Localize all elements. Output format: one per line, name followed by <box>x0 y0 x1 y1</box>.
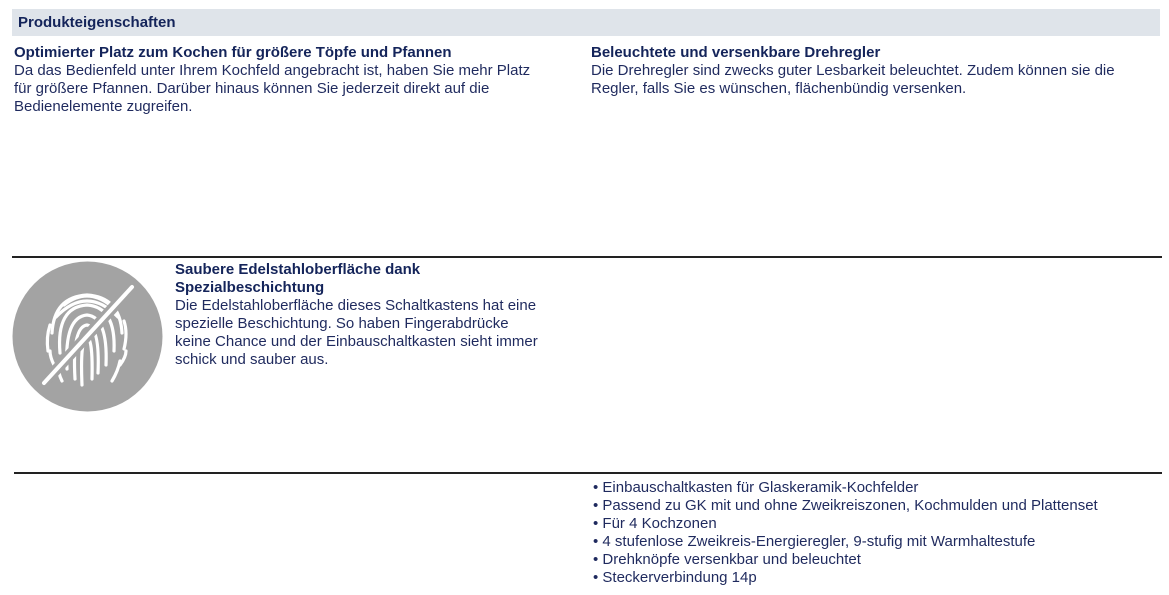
feature-text-line: schick und sauber aus. <box>175 351 329 368</box>
spec-item: • Für 4 Kochzonen <box>593 515 1098 533</box>
feature-title: Optimierter Platz zum Kochen für größere Töpfe und Pfannen <box>14 44 452 61</box>
feature-title: Spezialbeschichtung <box>175 279 325 296</box>
spec-list <box>593 479 1098 587</box>
fingerprint-crossed-icon <box>12 261 163 412</box>
spec-item: • Steckerverbindung 14p <box>593 569 1098 587</box>
feature-text-line: Die Drehregler sind zwecks guter Lesbarkeit beleuchtet. Zudem können sie die <box>591 62 1115 79</box>
section-header <box>12 9 1160 36</box>
feature-cooking-space <box>14 44 574 116</box>
feature-text-line: Bedienelemente zugreifen. <box>14 98 193 115</box>
section-title: Produkteigenschaften <box>18 14 176 31</box>
feature-title: Saubere Edelstahloberfläche dank <box>175 261 421 278</box>
section-divider <box>14 472 1162 474</box>
spec-item: • Einbauschaltkasten für Glaskeramik-Kochfelder <box>593 479 1098 497</box>
feature-text-line: Da das Bedienfeld unter Ihrem Kochfeld angebracht ist, haben Sie mehr Platz <box>14 62 531 79</box>
feature-text-line: spezielle Beschichtung. So haben Fingerabdrücke <box>175 315 509 332</box>
spec-item: • Passend zu GK mit und ohne Zweikreiszonen, Kochmulden und Plattenset <box>593 497 1098 515</box>
feature-title: Beleuchtete und versenkbare Drehregler <box>591 44 881 61</box>
feature-illuminated-knobs <box>591 44 1156 98</box>
feature-text-line: für größere Pfannen. Darüber hinaus können Sie jederzeit direkt auf die <box>14 80 490 97</box>
section-divider <box>12 256 1162 258</box>
feature-text-line: keine Chance und der Einbauschaltkasten sieht immer <box>175 333 538 350</box>
feature-text-line: Regler, falls Sie es wünschen, flächenbündig versenken. <box>591 80 967 97</box>
feature-clean-steel <box>175 261 570 369</box>
feature-text-line: Die Edelstahloberfläche dieses Schaltkastens hat eine <box>175 297 537 314</box>
spec-item: • Drehknöpfe versenkbar und beleuchtet <box>593 551 1098 569</box>
spec-item: • 4 stufenlose Zweikreis-Energieregler, 9-stufig mit Warmhaltestufe <box>593 533 1098 551</box>
